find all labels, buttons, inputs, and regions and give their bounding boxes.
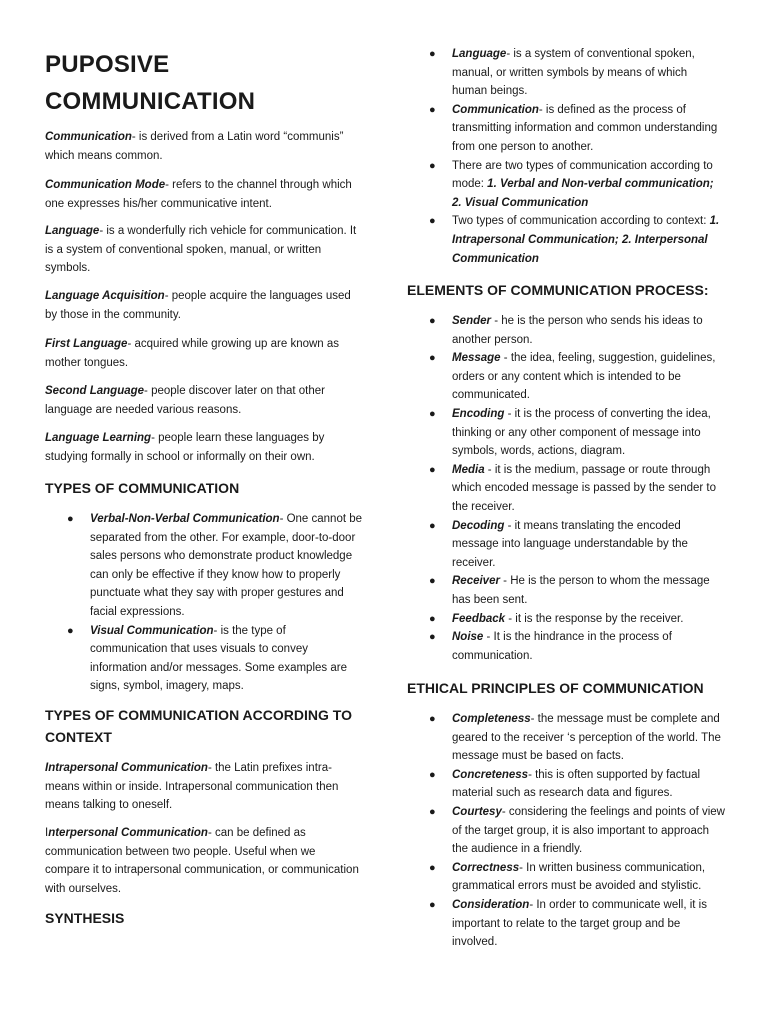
list-item: ● Media - it is the medium, passage or route through which encoded message is passed by the sender to the receiver. bbox=[407, 461, 725, 517]
list-item: ● Two types of communication according to context: 1. Intrapersonal Communication; 2. Interpersonal Communication bbox=[407, 212, 725, 268]
bullet-icon: ● bbox=[429, 48, 436, 60]
definition-interpersonal: Interpersonal Communication- can be defined as communication between two people. Useful when we compare it to intrapersonal communication, or communication with ourselves. bbox=[45, 827, 359, 895]
list-item: ● Receiver - He is the person to whom the message has been sent. bbox=[407, 572, 725, 609]
bullet-icon: ● bbox=[67, 513, 74, 525]
list-item: ● Completeness- the message must be complete and geared to the receiver ‘s perception of the world. The message must be based on facts. bbox=[407, 710, 725, 766]
bullet-icon: ● bbox=[429, 407, 436, 420]
ethical-heading: ETHICAL PRINCIPLES OF COMMUNICATION bbox=[407, 680, 704, 696]
bullet-icon: ● bbox=[429, 159, 436, 172]
bullet-icon: ● bbox=[429, 861, 436, 874]
list-item: ● Sender - he is the person who sends his ideas to another person. bbox=[407, 312, 725, 349]
list-item: ● Concreteness- this is often supported by factual material such as research data and figures. bbox=[407, 766, 725, 803]
list-item: ● Message - the idea, feeling, suggestion, guidelines, orders or any content which is intended to be communicated. bbox=[407, 349, 725, 405]
bullet-icon: ● bbox=[429, 463, 436, 476]
types-list bbox=[45, 510, 363, 696]
bullet-icon: ● bbox=[429, 315, 436, 327]
bullet-icon: ● bbox=[429, 575, 436, 588]
bullet-icon: ● bbox=[429, 805, 436, 818]
definition-second-language: Second Language- people discover later on that other language are needed various reasons. bbox=[45, 385, 325, 416]
synthesis-list bbox=[407, 45, 725, 268]
list-item: ● Correctness- In written business communication, grammatical errors must be avoided and stylistic. bbox=[407, 859, 725, 896]
bullet-icon: ● bbox=[429, 215, 436, 228]
definition-language-acquisition: Language Acquisition- people acquire the languages used by those in the community. bbox=[45, 290, 351, 321]
list-item: ● Decoding - it means translating the encoded message into language understandable by the receiver. bbox=[407, 517, 725, 573]
context-heading: TYPES OF COMMUNICATION ACCORDING TO CONTEXT bbox=[45, 707, 352, 745]
bullet-icon: ● bbox=[429, 612, 436, 625]
list-item: ● Verbal-Non-Verbal Communication- One cannot be separated from the other. For example, door-to-door sales persons who demonstrate product knowledge can only be effective if they know how to properly punctuate what they say with proper gestures and facial expressions. bbox=[45, 510, 363, 622]
bullet-icon: ● bbox=[429, 713, 436, 725]
bullet-icon: ● bbox=[429, 631, 436, 644]
list-item: ● Feedback - it is the response by the receiver. bbox=[407, 610, 725, 629]
bullet-icon: ● bbox=[429, 103, 436, 116]
elements-heading: ELEMENTS OF COMMUNICATION PROCESS: bbox=[407, 282, 709, 298]
bullet-icon: ● bbox=[429, 352, 436, 365]
bullet-icon: ● bbox=[429, 768, 436, 781]
ethical-list bbox=[407, 710, 725, 952]
types-heading: TYPES OF COMMUNICATION bbox=[45, 480, 240, 496]
list-item: ● Visual Communication- is the type of communication that uses visuals to convey information and/or messages. Some examples are signs, symbol, imagery, maps. bbox=[45, 622, 363, 696]
definition-communication-mode: Communication Mode- refers to the channel through which one expresses his/her communicative intent. bbox=[45, 179, 352, 210]
bullet-icon: ● bbox=[429, 519, 436, 532]
list-item: ● Courtesy- considering the feelings and points of view of the target group, it is also important to approach the audience in a friendly. bbox=[407, 803, 725, 859]
list-item: ● Language- is a system of conventional spoken, manual, or written symbols by means of which human beings. bbox=[407, 45, 725, 101]
bullet-icon: ● bbox=[67, 624, 74, 637]
bullet-icon: ● bbox=[429, 898, 436, 911]
list-item: ● Communication- is defined as the process of transmitting information and common understanding from one person to another. bbox=[407, 101, 725, 157]
definition-intrapersonal: Intrapersonal Communication- the Latin prefixes intra- means within or inside. Intrapersonal communication then means talking to oneself. bbox=[45, 762, 339, 812]
definition-language-learning: Language Learning- people learn these languages by studying formally in school or informally on their own. bbox=[45, 432, 325, 463]
list-item: ● Consideration- In order to communicate well, it is important to relate to the target group and be involved. bbox=[407, 896, 725, 952]
definition-communication: Communication- is derived from a Latin word “communis” which means common. bbox=[45, 131, 344, 162]
elements-list bbox=[407, 312, 725, 665]
list-item: ● Noise - It is the hindrance in the process of communication. bbox=[407, 628, 725, 665]
page-title: PUPOSIVE COMMUNICATION bbox=[45, 51, 256, 115]
synthesis-heading: SYNTHESIS bbox=[45, 910, 125, 926]
definition-language: Language- is a wonderfully rich vehicle for communication. It is a system of conventional spoken, manual, or written symbols. bbox=[45, 225, 357, 275]
list-item: ● There are two types of communication according to mode: 1. Verbal and Non-verbal communication; 2. Visual Communication bbox=[407, 157, 725, 213]
list-item: ● Encoding - it is the process of converting the idea, thinking or any other component of message into symbols, words, actions, diagram. bbox=[407, 405, 725, 461]
definition-first-language: First Language- acquired while growing up are known as mother tongues. bbox=[45, 338, 340, 369]
